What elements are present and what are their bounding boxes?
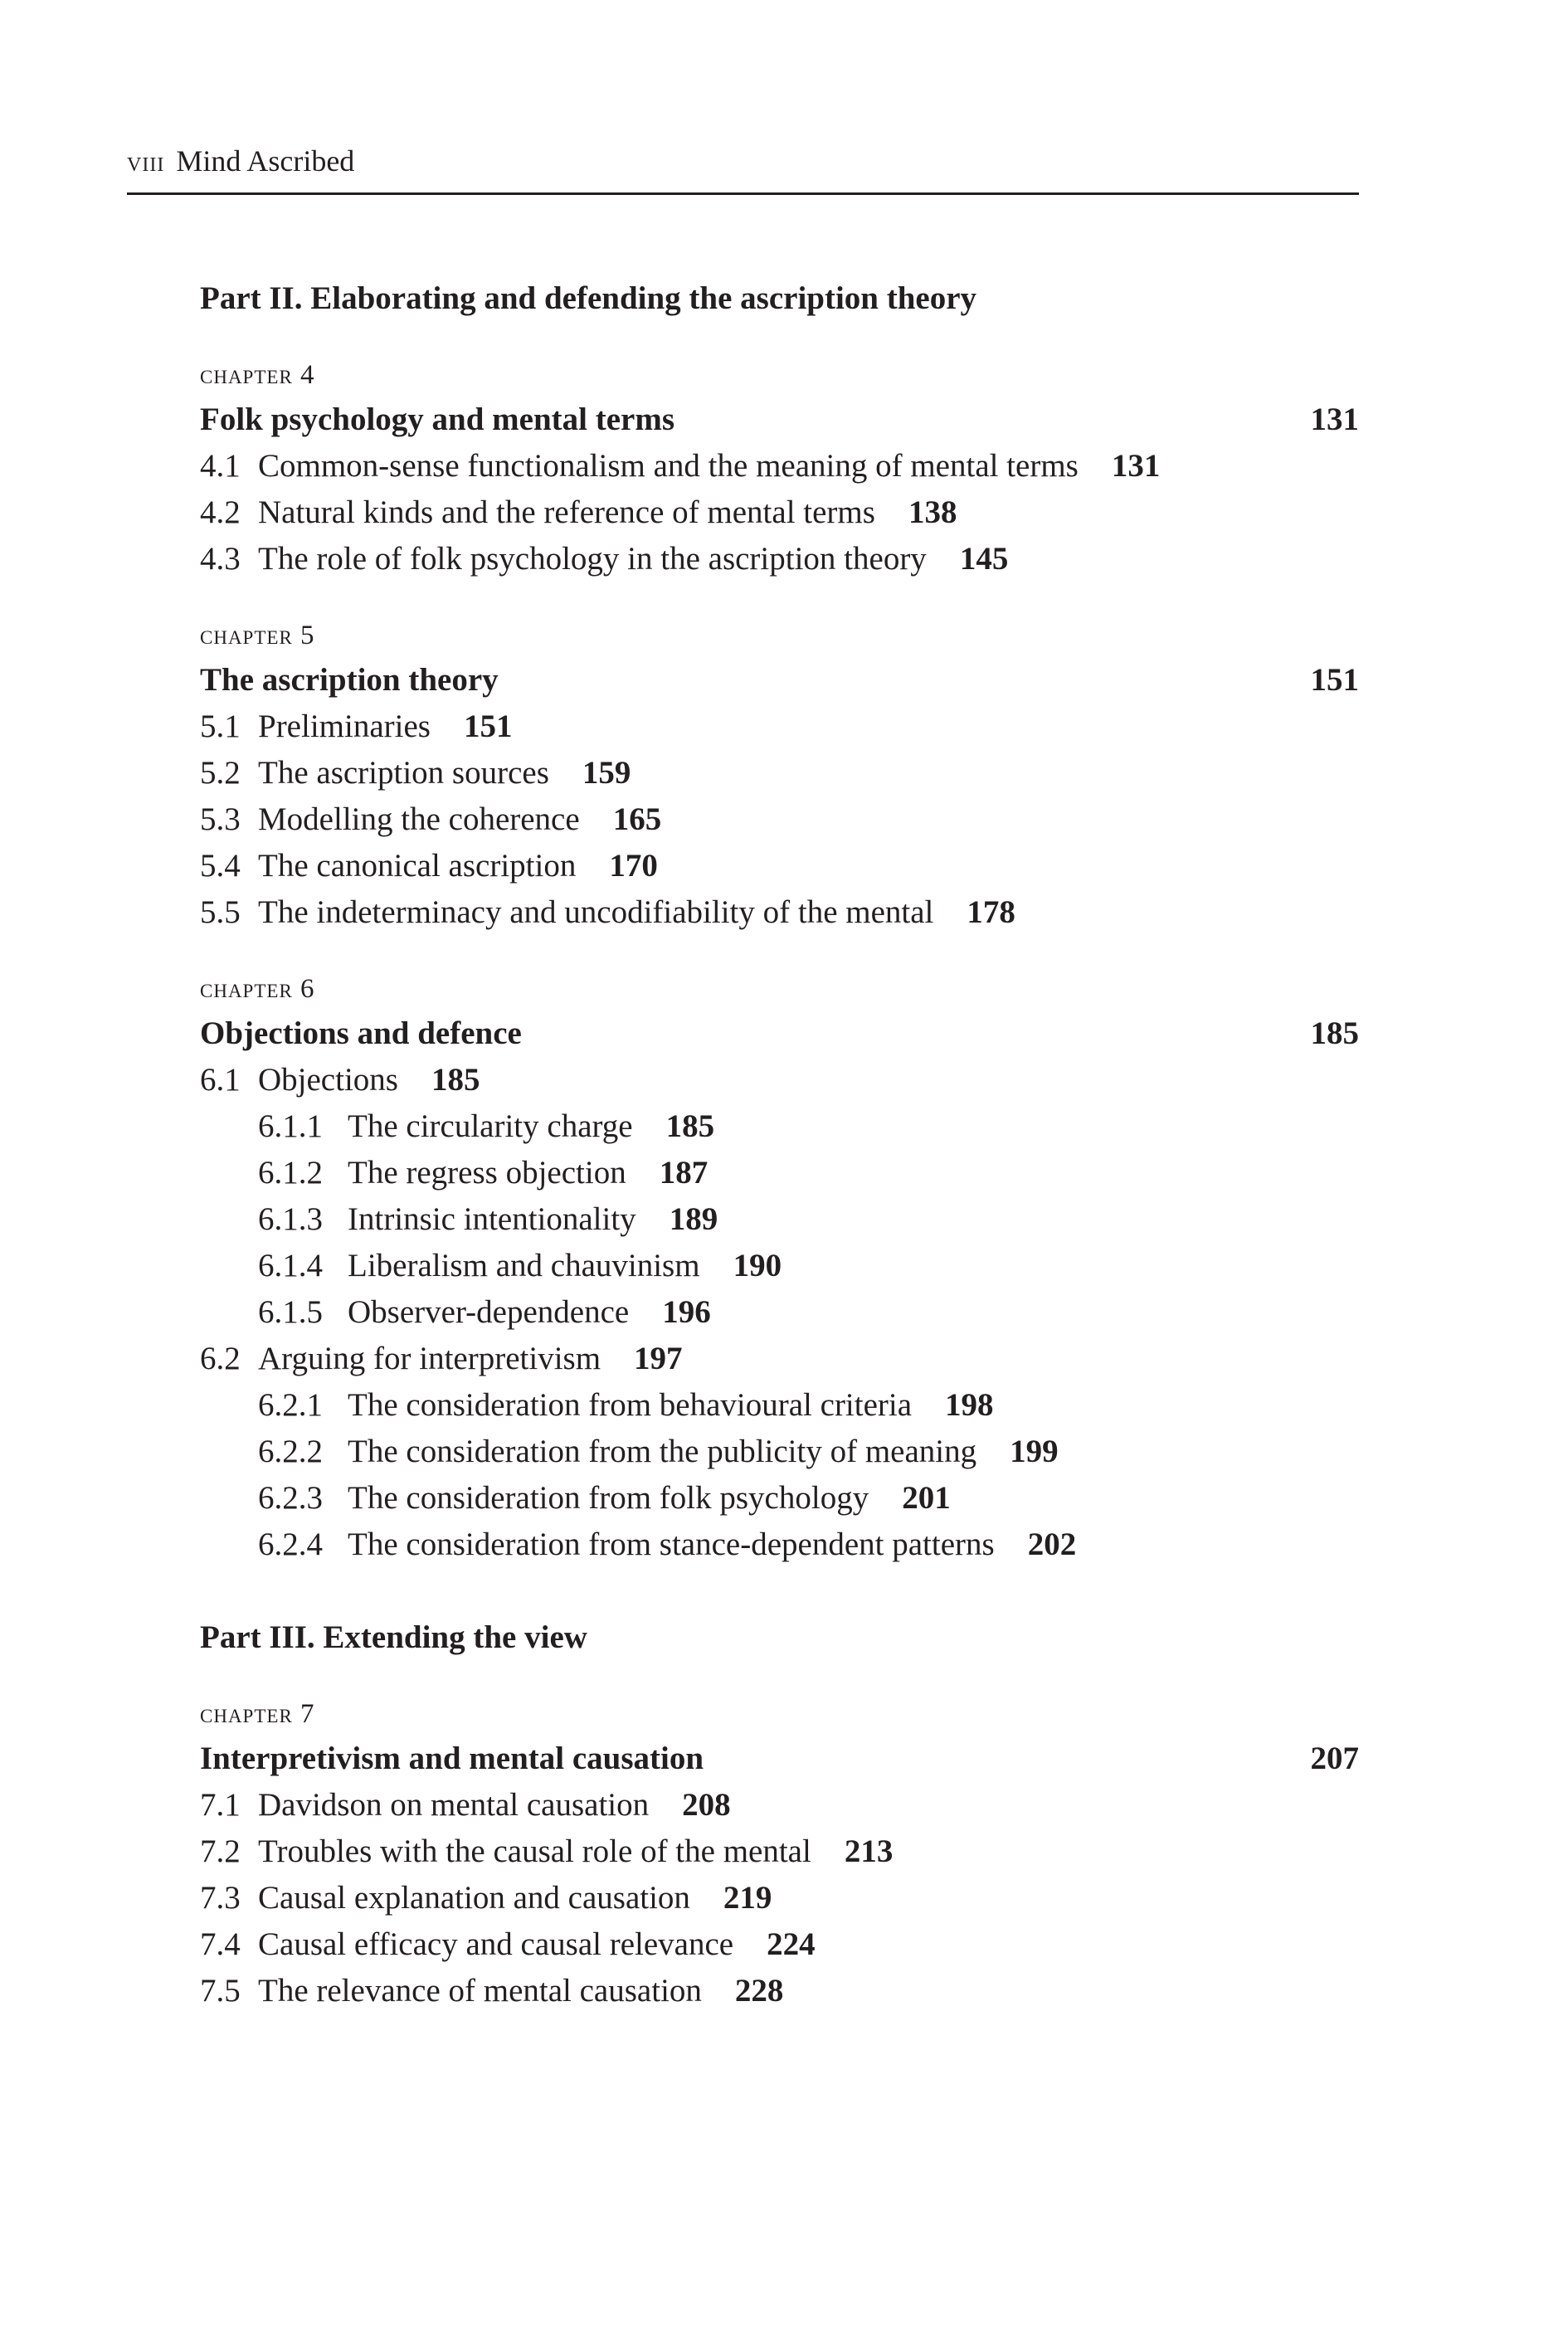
section-title: The consideration from behavioural criteria [348,1387,913,1423]
chapter-page-number: 207 [1310,1741,1359,1776]
section-page-number: 131 [1111,448,1161,484]
chapter-page-number: 131 [1310,402,1359,437]
section-page-number: 199 [1010,1434,1059,1469]
section-title: The circularity charge [348,1108,633,1144]
section-title: Objections [258,1062,398,1098]
section-page-number: 138 [908,494,957,530]
chapter-label: chapter 5 [200,621,315,650]
toc-entry [200,1150,1359,1196]
part-heading: Part III. Extending the view [200,1619,587,1655]
chapter-gap [200,582,1359,612]
section-page-number: 224 [767,1926,816,1962]
toc-entry [200,1475,1359,1522]
chapter-gap [200,936,1359,966]
section-number: 7.2 [200,1833,241,1869]
section-number: 6.2.1 [258,1387,323,1423]
section-number: 7.4 [200,1926,241,1962]
chapter-page-number: 151 [1310,662,1359,698]
section-title: Troubles with the causal role of the mental [258,1833,811,1869]
section-number: 6.2.2 [258,1434,323,1469]
section-page-number: 189 [669,1201,718,1237]
header-rule [127,192,1359,195]
section-number: 4.3 [200,541,241,577]
chapter-label: chapter 6 [200,974,315,1004]
section-title: Observer-dependence [348,1294,630,1330]
section-page-number: 159 [582,755,631,791]
toc-entry [200,1829,1359,1875]
section-page-number: 145 [959,541,1009,577]
section-title: The role of folk psychology in the ascription theory [258,541,927,577]
section-page-number: 187 [659,1155,709,1191]
toc-entry [200,489,1359,536]
page-folio: viii [127,147,165,178]
section-title: The indeterminacy and uncodifiability of the mental [258,894,934,930]
section-number: 4.2 [200,494,241,530]
chapter-label: chapter 4 [200,360,315,390]
section-page-number: 197 [634,1341,683,1376]
section-page-number: 228 [734,1973,784,2009]
section-title: Liberalism and chauvinism [348,1248,700,1283]
chapter-label: chapter 7 [200,1699,315,1729]
section-page-number: 213 [844,1833,894,1869]
section-number: 6.1 [200,1062,241,1098]
section-number: 6.1.1 [258,1108,323,1144]
section-number: 5.4 [200,848,241,884]
toc-entry [200,443,1359,489]
section-page-number: 185 [431,1062,480,1098]
section-title: Causal efficacy and causal relevance [258,1926,734,1962]
section-title: Common-sense functionalism and the meaning of mental terms [258,448,1079,484]
toc-entry [200,1196,1359,1243]
section-page-number: 185 [665,1108,715,1144]
section-number: 5.5 [200,894,241,930]
section-title: Modelling the coherence [258,801,580,837]
section-page-number: 201 [902,1480,951,1516]
chapter-title [200,657,1359,704]
section-title: Causal explanation and causation [258,1880,690,1916]
part-heading: Part II. Elaborating and defending the ascription theory [200,280,977,316]
toc-entry [200,1057,1359,1103]
chapter-title-text: The ascription theory [200,662,499,698]
chapter-title-text: Objections and defence [200,1015,522,1051]
toc-entry [200,843,1359,889]
chapter-title-text: Interpretivism and mental causation [200,1741,704,1776]
toc-entry [200,1968,1359,2014]
section-page-number: 151 [463,709,513,744]
section-page-number: 178 [967,894,1015,930]
section-title: The ascription sources [258,755,549,791]
section-title: The relevance of mental causation [258,1973,702,2009]
section-number: 7.1 [200,1787,241,1823]
section-title: The regress objection [348,1155,626,1191]
toc-entry [200,1522,1359,1568]
section-page-number: 190 [733,1248,782,1283]
chapter-title [200,1736,1359,1782]
chapter-title [200,397,1359,443]
running-header [127,141,354,183]
section-number: 4.1 [200,448,241,484]
toc-entry [200,1103,1359,1150]
chapter-gap [200,322,1359,352]
toc-entry [200,536,1359,582]
toc-entry [200,1782,1359,1829]
section-page-number: 219 [723,1880,772,1916]
toc-entry [200,1289,1359,1336]
section-page-number: 170 [609,848,658,884]
section-number: 6.2.4 [258,1527,323,1562]
toc-entry [200,1921,1359,1968]
chapter-title [200,1010,1359,1057]
section-number: 5.1 [200,709,241,744]
chapter-page-number: 185 [1310,1015,1359,1051]
section-title: Preliminaries [258,709,431,744]
section-number: 6.1.4 [258,1248,323,1283]
section-title: The consideration from the publicity of meaning [348,1434,977,1469]
toc-entry [200,796,1359,843]
section-page-number: 196 [662,1294,711,1330]
toc-entry [200,704,1359,750]
toc-entry [200,1382,1359,1429]
table-of-contents [200,275,1359,2014]
chapter-gap [200,1661,1359,1691]
toc-entry [200,1875,1359,1921]
section-page-number: 202 [1027,1527,1077,1562]
section-number: 6.2.3 [258,1480,323,1516]
section-title: The consideration from folk psychology [348,1480,869,1516]
section-number: 6.1.3 [258,1201,323,1237]
section-title: The consideration from stance-dependent patterns [348,1527,995,1562]
section-number: 5.3 [200,801,241,837]
part-gap [200,1568,1359,1614]
toc-entry [200,1243,1359,1289]
section-page-number: 198 [945,1387,994,1423]
section-title: Intrinsic intentionality [348,1201,636,1237]
section-number: 6.1.2 [258,1155,323,1191]
section-number: 7.3 [200,1880,241,1916]
toc-entry [200,889,1359,936]
chapter-title-text: Folk psychology and mental terms [200,402,675,437]
section-number: 5.2 [200,755,241,791]
toc-entry [200,1336,1359,1382]
section-number: 6.2 [200,1341,241,1376]
section-number: 7.5 [200,1973,241,2009]
section-page-number: 208 [682,1787,731,1823]
toc-entry [200,750,1359,796]
section-page-number: 165 [612,801,662,837]
section-title: Arguing for interpretivism [258,1341,601,1376]
section-number: 6.1.5 [258,1294,323,1330]
section-title: Natural kinds and the reference of mental terms [258,494,875,530]
section-title: The canonical ascription [258,848,577,884]
section-title: Davidson on mental causation [258,1787,650,1823]
toc-entry [200,1429,1359,1475]
running-title: Mind Ascribed [176,144,355,178]
